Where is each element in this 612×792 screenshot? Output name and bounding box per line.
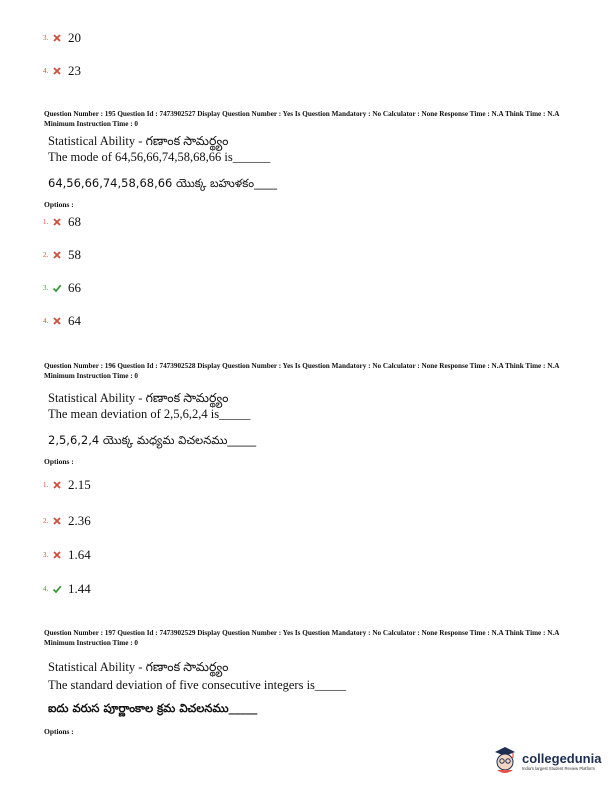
option-value: 23 xyxy=(68,63,81,78)
option-value: 64 xyxy=(68,313,81,328)
cross-icon xyxy=(52,66,62,76)
question-english: The mode of 64,56,66,74,58,68,66 is______ xyxy=(48,150,271,164)
question-telugu: ఐదు వరుస పూర్ణాంకాల క్రమ విచలనము_____ xyxy=(48,701,258,715)
check-icon xyxy=(52,283,62,293)
question-meta: Question Number : 195 Question Id : 7473902527 Display Question Number : Yes Is Question Mandatory : No Calculator : None Response Time : N.A Think Time : N.A Minimum Instruction Time : 0 xyxy=(44,110,560,128)
question-telugu: 64,56,66,74,58,68,66 యొక్క బహుళకం____ xyxy=(48,176,278,190)
option-value: 20 xyxy=(68,30,81,45)
option-value: 68 xyxy=(68,214,81,229)
option-value: 2.36 xyxy=(68,513,91,528)
list-item xyxy=(43,513,91,529)
options-label: Options : xyxy=(44,727,74,736)
option-value: 58 xyxy=(68,247,81,262)
brand-name: collegedunia xyxy=(522,751,602,766)
list-item xyxy=(43,247,81,263)
cross-icon xyxy=(52,217,62,227)
options-label: Options : xyxy=(44,200,74,209)
option-value: 1.44 xyxy=(68,581,91,596)
cross-icon xyxy=(52,516,62,526)
question-english: The standard deviation of five consecutive integers is_____ xyxy=(48,678,347,692)
option-number: 3. xyxy=(43,551,49,559)
option-number: 4. xyxy=(43,67,49,75)
list-item xyxy=(43,547,91,563)
question-subject: Statistical Ability - గణాంక సామర్థ్యం xyxy=(48,134,229,148)
cross-icon xyxy=(52,316,62,326)
list-item xyxy=(43,581,91,597)
question-english: The mean deviation of 2,5,6,2,4 is_____ xyxy=(48,407,251,421)
option-value: 1.64 xyxy=(68,547,91,562)
option-value: 66 xyxy=(68,280,81,295)
list-item xyxy=(43,30,81,46)
option-number: 3. xyxy=(43,284,49,292)
options-label: Options : xyxy=(44,457,74,466)
brand-logo xyxy=(492,746,601,776)
question-meta: Question Number : 197 Question Id : 7473902529 Display Question Number : Yes Is Question Mandatory : No Calculator : None Response Time : N.A Think Time : N.A Minimum Instruction Time : 0 xyxy=(44,629,560,647)
option-number: 4. xyxy=(43,317,49,325)
option-number: 1. xyxy=(43,218,49,226)
cross-icon xyxy=(52,550,62,560)
option-number: 2. xyxy=(43,251,49,259)
option-value: 2.15 xyxy=(68,477,91,492)
list-item xyxy=(43,214,81,230)
list-item xyxy=(43,280,81,296)
question-telugu: 2,5,6,2,4 యొక్క మధ్యమ విచలనము_____ xyxy=(48,433,257,447)
cross-icon xyxy=(52,33,62,43)
option-number: 3. xyxy=(43,34,49,42)
brand-tagline: India's largest Student Review Platform xyxy=(522,766,595,771)
check-icon xyxy=(52,584,62,594)
cross-icon xyxy=(52,480,62,490)
option-number: 2. xyxy=(43,517,49,525)
list-item xyxy=(43,477,91,493)
option-number: 4. xyxy=(43,585,49,593)
list-item xyxy=(43,313,81,329)
cross-icon xyxy=(52,250,62,260)
question-meta: Question Number : 196 Question Id : 7473902528 Display Question Number : Yes Is Question Mandatory : No Calculator : None Response Time : N.A Think Time : N.A Minimum Instruction Time : 0 xyxy=(44,362,560,380)
list-item xyxy=(43,63,81,79)
question-subject: Statistical Ability - గణాంక సామర్థ్యం xyxy=(48,660,229,674)
question-subject: Statistical Ability - గణాంక సామర్థ్యం xyxy=(48,391,229,405)
mascot-icon xyxy=(492,746,518,776)
option-number: 1. xyxy=(43,481,49,489)
